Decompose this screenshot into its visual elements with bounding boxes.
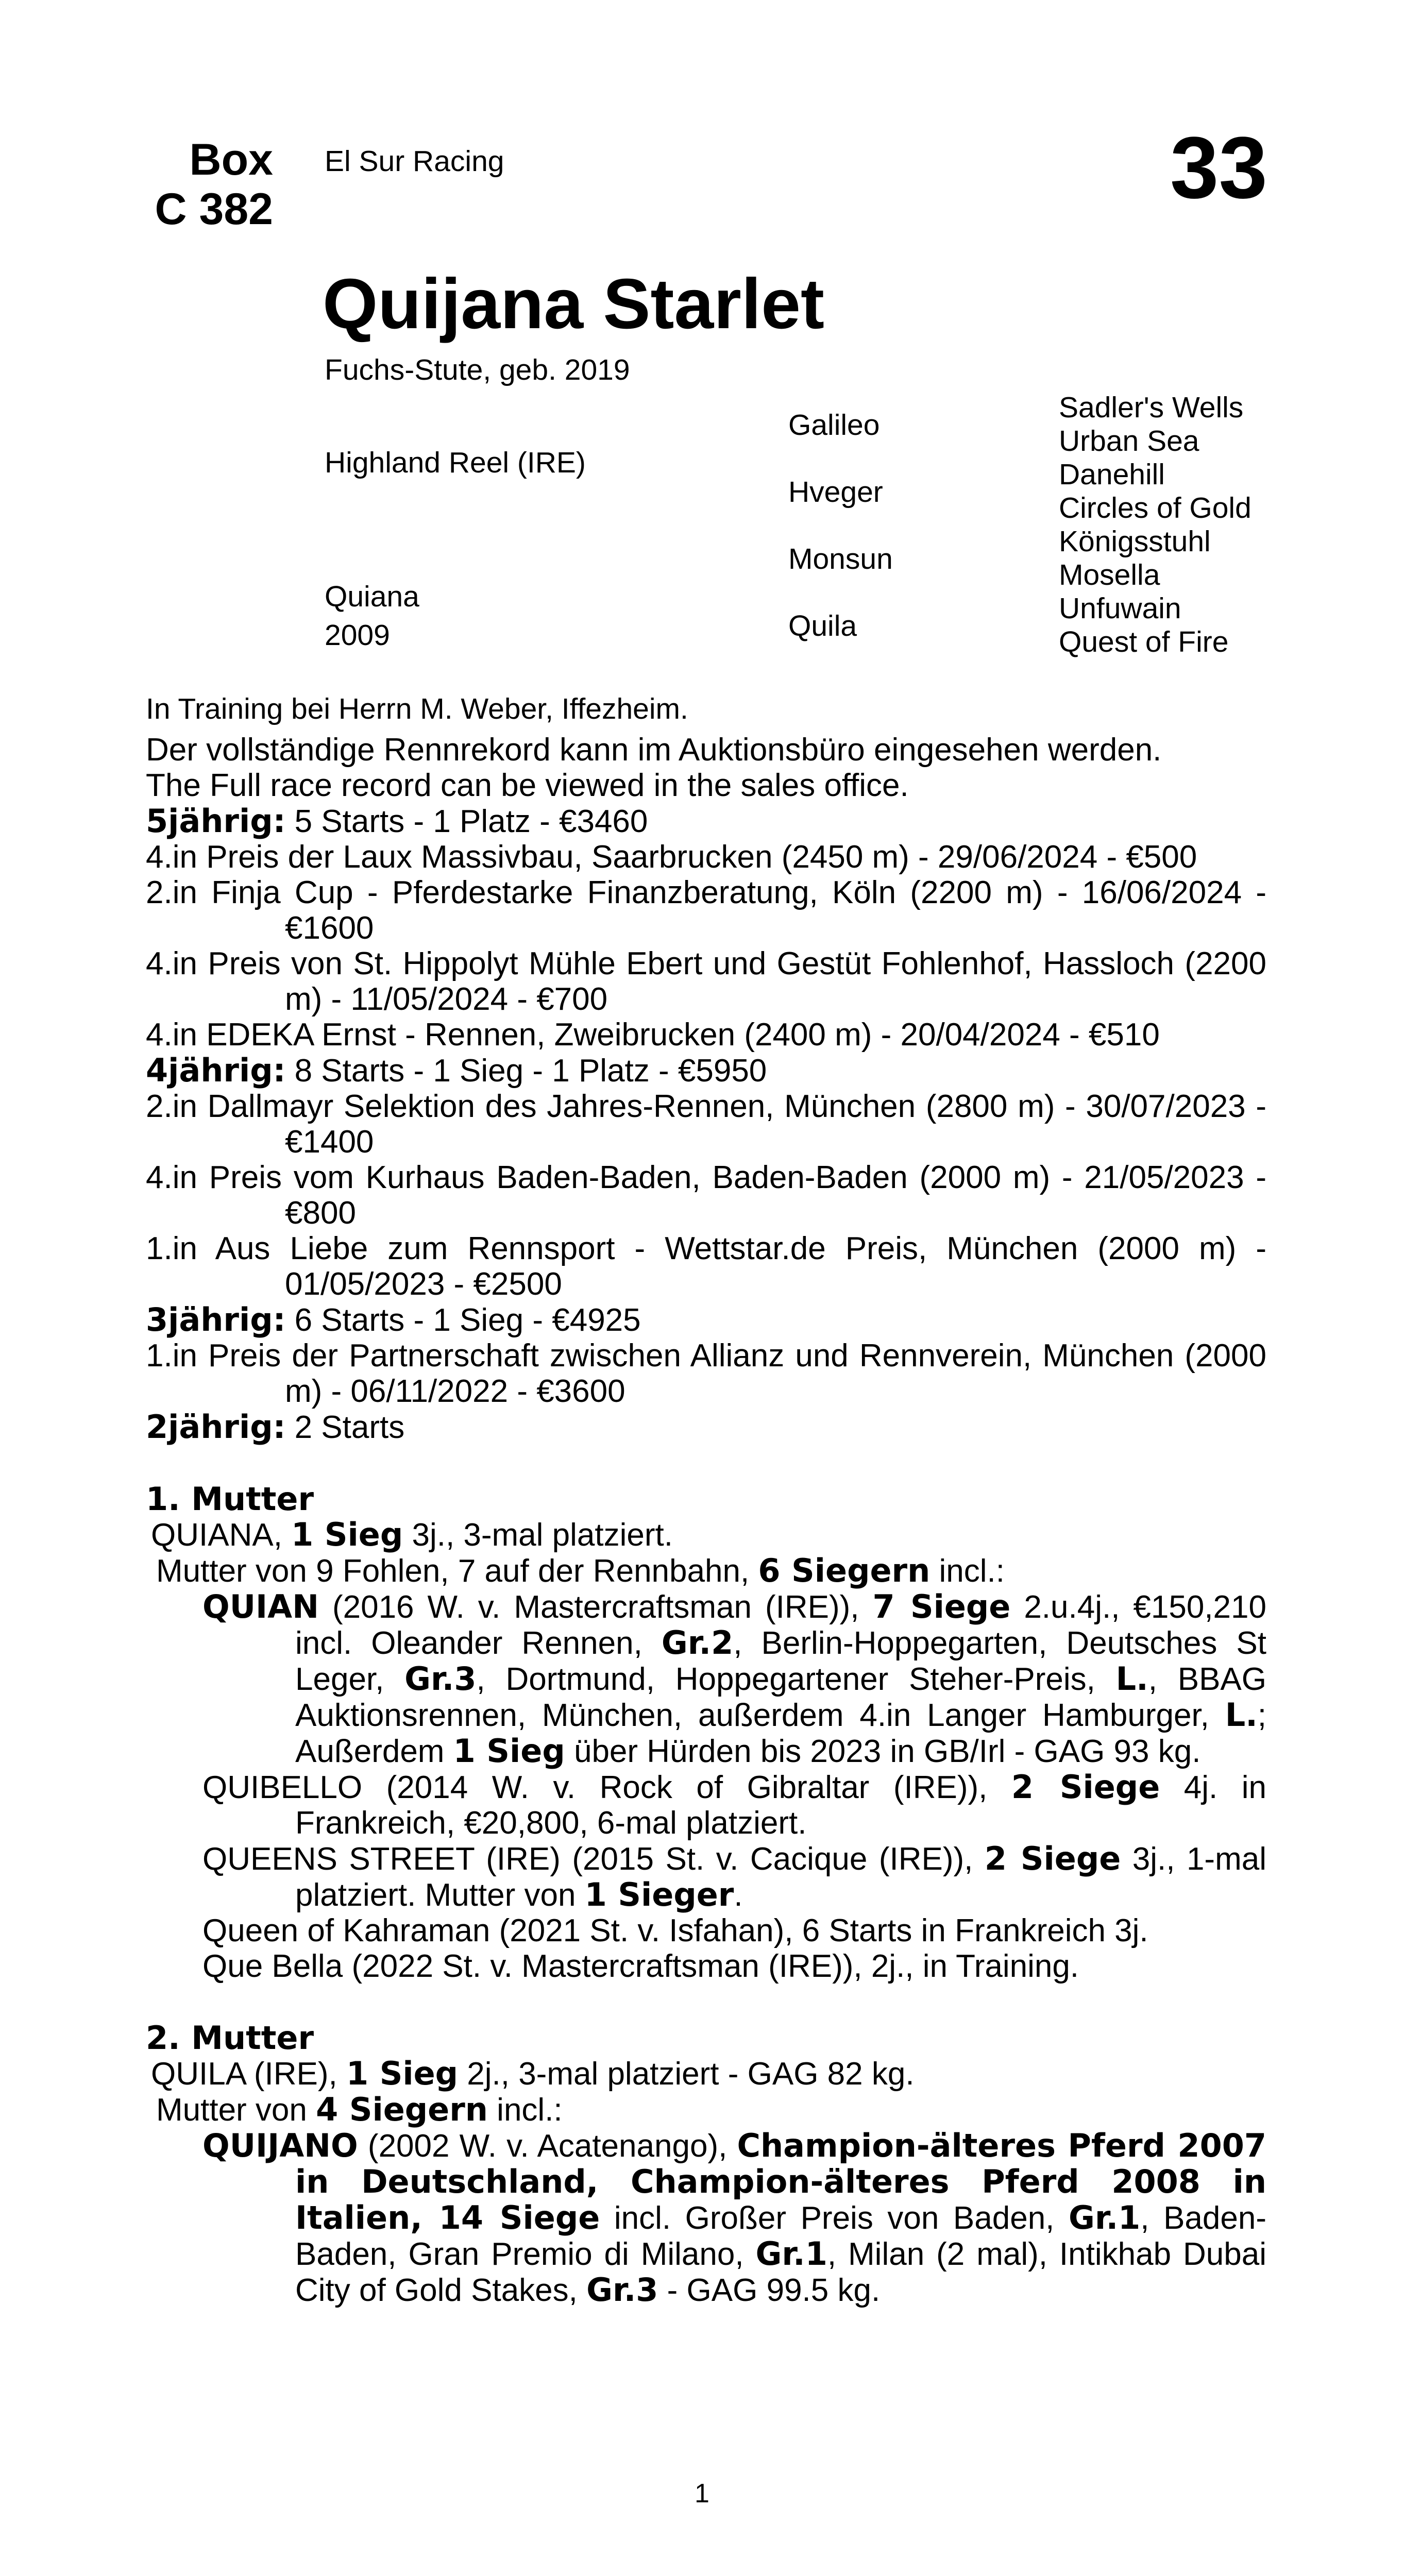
age-summary-2: 2jährig: 2 Starts <box>146 1408 405 1446</box>
pedigree-dam-year: 2009 <box>325 619 390 652</box>
pedigree-dam: Quiana <box>325 580 419 613</box>
pedigree-ggp-8: Quest of Fire <box>1059 625 1229 658</box>
first-dam-heading: 1. Mutter <box>146 1480 314 1518</box>
pedigree-ggp-2: Urban Sea <box>1059 425 1199 457</box>
foal-quibello: QUIBELLO (2014 W. v. Rock of Gibraltar (IRE)), 2 Siege 4j. in Frankreich, €20,800, 6-mal platziert. <box>202 1768 1266 1841</box>
race-line: 1.in Aus Liebe zum Rennsport - Wettstar.de Preis, München (2000 m) - 01/05/2023 - €2500 <box>146 1231 1266 1302</box>
lot-number: 33 <box>1170 119 1267 217</box>
age-summary-3: 3jährig: 6 Starts - 1 Sieg - €4925 <box>146 1301 641 1338</box>
horse-description: Fuchs-Stute, geb. 2019 <box>325 353 630 386</box>
second-dam-produce: Mutter von 4 Siegern incl.: <box>156 2091 563 2128</box>
page-number: 1 <box>695 2479 709 2509</box>
record-note-en: The Full race record can be viewed in the sales office. <box>146 768 909 803</box>
pedigree-sire-sire: Galileo <box>788 409 880 442</box>
pedigree-ggp-5: Königsstuhl <box>1059 525 1211 558</box>
pedigree-sire-dam: Hveger <box>788 476 883 509</box>
race-line: 4.in Preis vom Kurhaus Baden-Baden, Baden-Baden (2000 m) - 21/05/2023 - €800 <box>146 1160 1266 1231</box>
consignor: El Sur Racing <box>325 145 504 178</box>
foal-que-bella: Que Bella (2022 St. v. Mastercraftsman (IRE)), 2j., in Training. <box>202 1948 1079 1984</box>
record-note-de: Der vollständige Rennrekord kann im Auktionsbüro eingesehen werden. <box>146 732 1162 768</box>
race-line: 2.in Dallmayr Selektion des Jahres-Rennen, München (2800 m) - 30/07/2023 - €1400 <box>146 1089 1266 1160</box>
race-line: 4.in Preis der Laux Massivbau, Saarbrucken (2450 m) - 29/06/2024 - €500 <box>146 839 1197 875</box>
pedigree-dam-dam: Quila <box>788 609 857 642</box>
age-label: 2jährig: <box>146 1408 286 1446</box>
box-number: C 382 <box>155 184 273 234</box>
race-line: 1.in Preis der Partnerschaft zwischen Allianz und Rennverein, München (2000 m) - 06/11/2022 - €3600 <box>146 1338 1266 1409</box>
age-label: 4jährig: <box>146 1052 286 1089</box>
catalogue-body <box>146 691 1266 2308</box>
pedigree-ggp-3: Danehill <box>1059 458 1165 491</box>
box-label-block <box>129 135 273 234</box>
first-dam-produce: Mutter von 9 Fohlen, 7 auf der Rennbahn, 6 Siegern incl.: <box>156 1552 1005 1589</box>
age-summary-4: 4jährig: 8 Starts - 1 Sieg - 1 Platz - €5950 <box>146 1052 767 1089</box>
pedigree-ggp-6: Mosella <box>1059 558 1160 591</box>
pedigree-dam-sire: Monsun <box>788 543 893 575</box>
second-dam-intro: QUILA (IRE), 1 Sieg 2j., 3-mal platziert - GAG 82 kg. <box>151 2055 915 2092</box>
first-dam-intro: QUIANA, 1 Sieg 3j., 3-mal platziert. <box>151 1516 673 1553</box>
race-line: 2.in Finja Cup - Pferdestarke Finanzberatung, Köln (2200 m) - 16/06/2024 - €1600 <box>146 875 1266 946</box>
age-label: 3jährig: <box>146 1301 286 1338</box>
foal-queen-of-kahraman: Queen of Kahraman (2021 St. v. Isfahan), 6 Starts in Frankreich 3j. <box>202 1913 1148 1948</box>
horse-name: Quijana Starlet <box>323 264 824 344</box>
pedigree-ggp-7: Unfuwain <box>1059 592 1181 625</box>
age-summary-5: 5jährig: 5 Starts - 1 Platz - €3460 <box>146 802 648 840</box>
foal-quijano: QUIJANO (2002 W. v. Acatenango), Champion-älteres Pferd 2007 in Deutschland, Champion-älteres Pferd 2008 in Italien, 14 Siege incl. Großer Preis von Baden, Gr.1, Baden-Baden, Gran Premio di Milano, Gr.1, Milan (2 mal), Intikhab Dubai City of Gold Stakes, Gr.3 - GAG 99.5 kg. <box>202 2127 1267 2309</box>
pedigree-sire: Highland Reel (IRE) <box>325 446 586 479</box>
training-note: In Training bei Herrn M. Weber, Iffezheim. <box>146 692 688 725</box>
pedigree-ggp-4: Circles of Gold <box>1059 492 1251 524</box>
age-label: 5jährig: <box>146 802 286 840</box>
box-label: Box <box>189 135 273 184</box>
foal-quian: QUIAN (2016 W. v. Mastercraftsman (IRE)), 7 Siege 2.u.4j., €150,210 incl. Oleander Rennen, Gr.2, Berlin-Hoppegarten, Deutsches St Leger, Gr.3, Dortmund, Hoppegartener Steher-Preis, L., BBAG Auktionsrennen, München, außerdem 4.in Langer Hamburger, L.; Außerdem 1 Sieg über Hürden bis 2023 in GB/Irl - GAG 93 kg. <box>202 1588 1267 1770</box>
pedigree-ggp-1: Sadler's Wells <box>1059 391 1244 424</box>
second-dam-heading: 2. Mutter <box>146 2019 314 2057</box>
race-line: 4.in EDEKA Ernst - Rennen, Zweibrucken (2400 m) - 20/04/2024 - €510 <box>146 1017 1160 1053</box>
race-line: 4.in Preis von St. Hippolyt Mühle Ebert und Gestüt Fohlenhof, Hassloch (2200 m) - 11/05/2024 - €700 <box>146 946 1266 1017</box>
foal-queens-street: QUEENS STREET (IRE) (2015 St. v. Cacique (IRE)), 2 Siege 3j., 1-mal platziert. Mutter von 1 Sieger. <box>202 1840 1266 1913</box>
